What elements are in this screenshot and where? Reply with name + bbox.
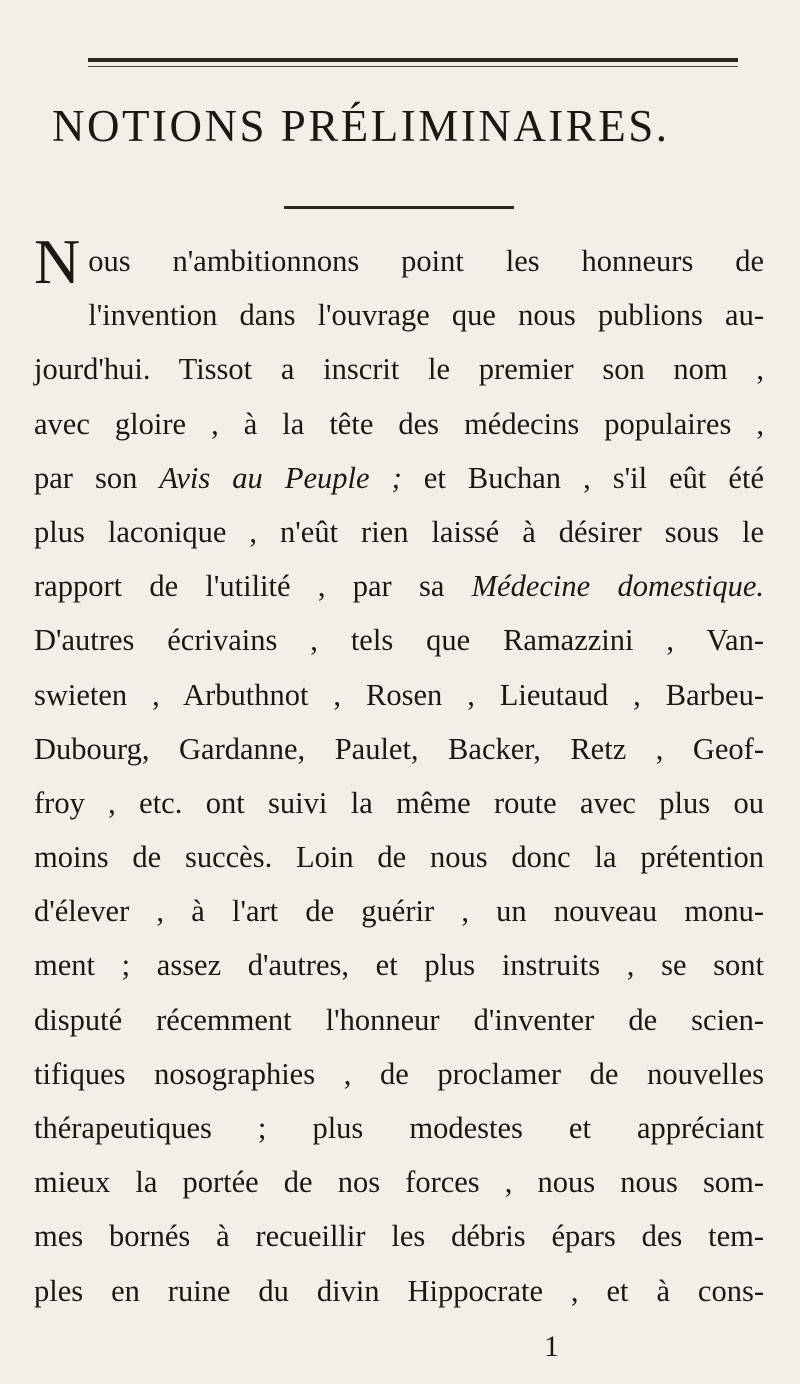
text-line: jourd'hui. Tissot a inscrit le premier son nom , xyxy=(34,352,764,387)
text-line: moins de succès. Loin de nous donc la prétention xyxy=(34,840,764,875)
italic-title-avis: Avis au Peuple ; xyxy=(159,460,402,495)
text-line: D'autres écrivains , tels que Ramazzini , Van- xyxy=(34,623,764,658)
text-line: tifiques nosographies , de proclamer de nouvelles xyxy=(34,1056,764,1091)
text-line-medecine xyxy=(34,559,764,613)
text-line: mes bornés à recueillir les débris épars des tem- xyxy=(34,1219,764,1254)
text-fragment: par son xyxy=(34,460,160,495)
chapter-heading: NOTIONS PRÉLIMINAIRES. xyxy=(52,101,670,151)
heading-rule xyxy=(284,206,514,209)
text-line: froy , etc. ont suivi la même route avec plus ou xyxy=(34,785,764,820)
text-line: d'élever , à l'art de guérir , un nouveau monu- xyxy=(34,894,764,929)
first-line xyxy=(34,226,764,297)
text-line: ples en ruine du divin Hippocrate , et à cons- xyxy=(34,1273,764,1308)
text-line-avis xyxy=(34,451,764,505)
text-line: plus laconique , n'eût rien laissé à désirer sous le xyxy=(34,514,764,549)
text-line: ous n'ambitionnons point les honneurs de xyxy=(88,244,764,278)
signature-mark: 1 xyxy=(544,1330,559,1363)
italic-title-medecine: Médecine domestique. xyxy=(471,569,764,604)
text-line: avec gloire , à la tête des médecins populaires , xyxy=(34,406,764,441)
top-rule-thin xyxy=(88,66,738,67)
text-line: disputé récemment l'honneur d'inventer de scien- xyxy=(34,1002,764,1037)
text-line: swieten , Arbuthnot , Rosen , Lieutaud , Barbeu- xyxy=(34,677,764,712)
drop-cap: N xyxy=(34,226,81,297)
text-line: ment ; assez d'autres, et plus instruits , se sont xyxy=(34,948,764,983)
top-rule-thick xyxy=(88,58,738,62)
text-line: Dubourg, Gardanne, Paulet, Backer, Retz , Geof- xyxy=(34,731,764,766)
text-line: thérapeutiques ; plus modestes et appréciant xyxy=(34,1111,764,1145)
body-paragraph xyxy=(34,226,764,1318)
text-fragment: rapport de l'utilité , par sa xyxy=(34,569,472,604)
text-line: l'invention dans l'ouvrage que nous publions au- xyxy=(88,298,764,333)
text-fragment: et Buchan , s'il eût été xyxy=(401,460,764,495)
text-line: mieux la portée de nos forces , nous nous som- xyxy=(34,1165,764,1200)
